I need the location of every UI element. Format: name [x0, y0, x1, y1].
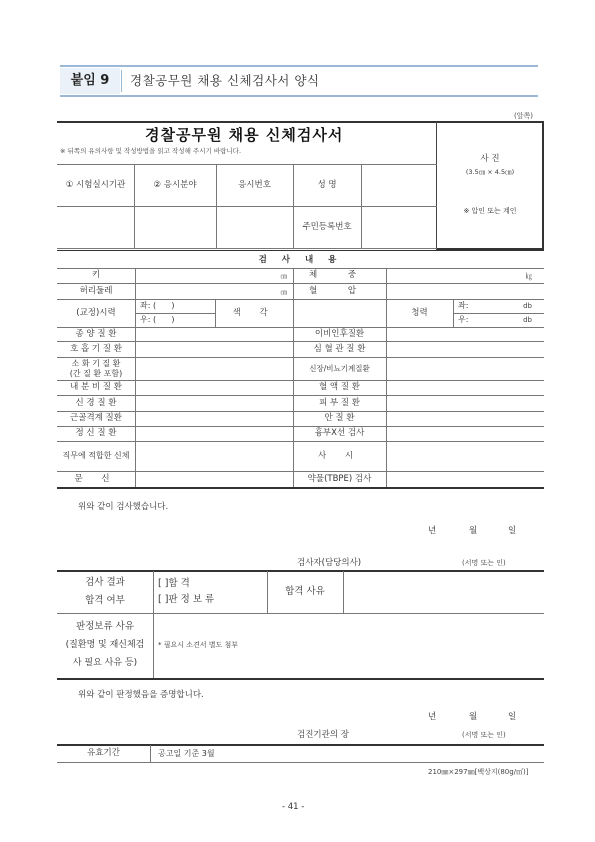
- photo-left-border: [436, 121, 437, 250]
- examiner-label: 검사자(담당의사): [297, 558, 362, 568]
- hold-reason-label-3: 사 필요 사유 등): [72, 657, 138, 668]
- pass-label: 합격 여부: [85, 595, 125, 607]
- grid-line: [386, 327, 387, 487]
- header-rule-bottom: [60, 95, 538, 97]
- paper-spec: 210㎜×297㎜[백상지(80g/㎡)]: [428, 768, 529, 776]
- grid-line: [153, 571, 154, 678]
- left-item-1: 호 흡 기 질 환: [70, 343, 122, 354]
- grid-line: [150, 745, 151, 762]
- waist-label: 허리둘레: [79, 285, 113, 296]
- grid-line: [343, 571, 344, 613]
- date-month: 월: [469, 526, 478, 536]
- interview-label: 문 신: [74, 473, 118, 484]
- drug-label: 약물(TBPE) 검사: [307, 473, 372, 484]
- right-item-5: 안 질 환: [324, 413, 355, 424]
- left-item-3: 내 분 비 질 환: [70, 382, 122, 393]
- form-title: 경찰공무원 채용 신체검사서: [145, 126, 344, 144]
- date-day: 일: [508, 526, 517, 536]
- hearing-right-unit: db: [523, 316, 532, 324]
- header-rule-top: [60, 65, 538, 67]
- page-side-note: (앞쪽): [514, 112, 533, 120]
- date-year: 년: [428, 526, 437, 536]
- date-month-2: 월: [469, 712, 478, 722]
- height-label: 키: [91, 270, 101, 281]
- form-top-border: [57, 121, 544, 123]
- sign-note: (서명 또는 인): [462, 559, 506, 567]
- vision-label: (교정)시력: [76, 307, 116, 318]
- grid-line: [135, 327, 136, 487]
- bp-label: 혈 압: [308, 285, 371, 296]
- right-item-2: 신장/비뇨기계질환: [309, 364, 370, 373]
- photo-right-border: [542, 121, 544, 250]
- option-hold[interactable]: [ ]판 정 보 류: [158, 594, 215, 606]
- grid-line: [57, 250, 544, 251]
- header-separator: [121, 70, 122, 92]
- grid-line: [57, 613, 544, 614]
- hearing-left-unit: db: [523, 302, 532, 310]
- resident-number-label: 주민등록번호: [302, 221, 352, 232]
- left-item-6: 정 신 질 환: [75, 428, 117, 439]
- sign-note-2: (서명 또는 인): [462, 731, 506, 739]
- right-item-4: 피 부 질 환: [319, 397, 360, 408]
- height-unit: ㎝: [280, 272, 287, 280]
- validity-label: 유효기간: [87, 748, 120, 759]
- hold-reason-label-1: 판정보류 사유: [75, 621, 135, 633]
- confirm-text: 위와 같이 검사했습니다.: [78, 502, 169, 512]
- date-day-2: 일: [508, 712, 517, 722]
- right-item-3: 혈 액 질 환: [319, 382, 360, 393]
- hearing-label: 청력: [411, 307, 428, 318]
- weight-unit: ㎏: [525, 272, 532, 280]
- left-item-4: 신 경 질 환: [75, 397, 117, 408]
- grid-bottom-border: [57, 487, 544, 489]
- left-item-2: 소 화 기 질 환 (간 질 환 포함): [69, 358, 123, 378]
- hold-reason-label-2: (질환명 및 재신체검: [65, 639, 145, 650]
- weight-label: 체 중: [308, 270, 371, 281]
- grid-line: [57, 762, 544, 763]
- section-title: 검 사 내 용: [258, 254, 343, 265]
- photo-label: 사 진: [480, 153, 500, 164]
- right-item-6: 흉부X선 검사: [314, 428, 365, 439]
- option-pass[interactable]: [ ]합 격: [158, 578, 190, 590]
- page-number: - 41 -: [282, 802, 305, 812]
- left-item-5: 근골격계 질환: [70, 413, 122, 424]
- grid-line: [293, 327, 294, 487]
- hearing-right: 우:: [458, 315, 469, 325]
- waist-unit: ㎝: [280, 287, 287, 296]
- attachment-label: 붙임 9: [60, 68, 120, 94]
- vision-right: 우: ( ): [140, 315, 175, 325]
- institution-label: 검진기관의 장: [297, 730, 349, 740]
- left-item-0: 종 양 질 환: [75, 328, 117, 339]
- grid-line: [57, 678, 544, 680]
- sight-label: 사 시: [317, 450, 362, 461]
- photo-note: ※ 압인 또는 계인: [463, 206, 517, 215]
- instruction-text: ※ 뒤쪽의 유의사항 및 작성방법을 읽고 작성해 주시기 바랍니다.: [60, 147, 242, 155]
- right-item-0: 이비인후질환: [314, 328, 365, 339]
- header-title: 경찰공무원 채용 신체검사서 양식: [130, 73, 320, 88]
- certify-text: 위와 같이 판정했음을 증명합니다.: [78, 690, 204, 700]
- validity-value: 공고일 기준 3월: [158, 748, 215, 758]
- hearing-left: 좌:: [458, 301, 469, 311]
- applicant-number-header: 응시번호: [238, 179, 271, 190]
- right-item-1: 심 혈 관 질 환: [313, 343, 366, 354]
- name-header: 성 명: [317, 179, 337, 190]
- photo-size: (3.5㎝ × 4.5㎝): [465, 168, 515, 177]
- exam-agency-header: ① 시험실시기관: [65, 179, 126, 190]
- grid-line: [361, 164, 362, 248]
- grid-line: [293, 299, 294, 327]
- vision-left: 좌: ( ): [140, 301, 175, 311]
- field-header: ② 응시분야: [153, 179, 197, 190]
- hold-note: * 필요시 소견서 별도 첨부: [158, 640, 239, 649]
- date-year-2: 년: [428, 712, 437, 722]
- fitness-label: 직무에 적합한 신체: [62, 451, 130, 461]
- color-vision-label: 색 각: [232, 307, 276, 318]
- grid-line: [57, 206, 437, 207]
- grid-line: [57, 248, 437, 249]
- pass-reason-label: 합격 사유: [285, 586, 325, 598]
- result-label: 검사 결과: [85, 577, 125, 589]
